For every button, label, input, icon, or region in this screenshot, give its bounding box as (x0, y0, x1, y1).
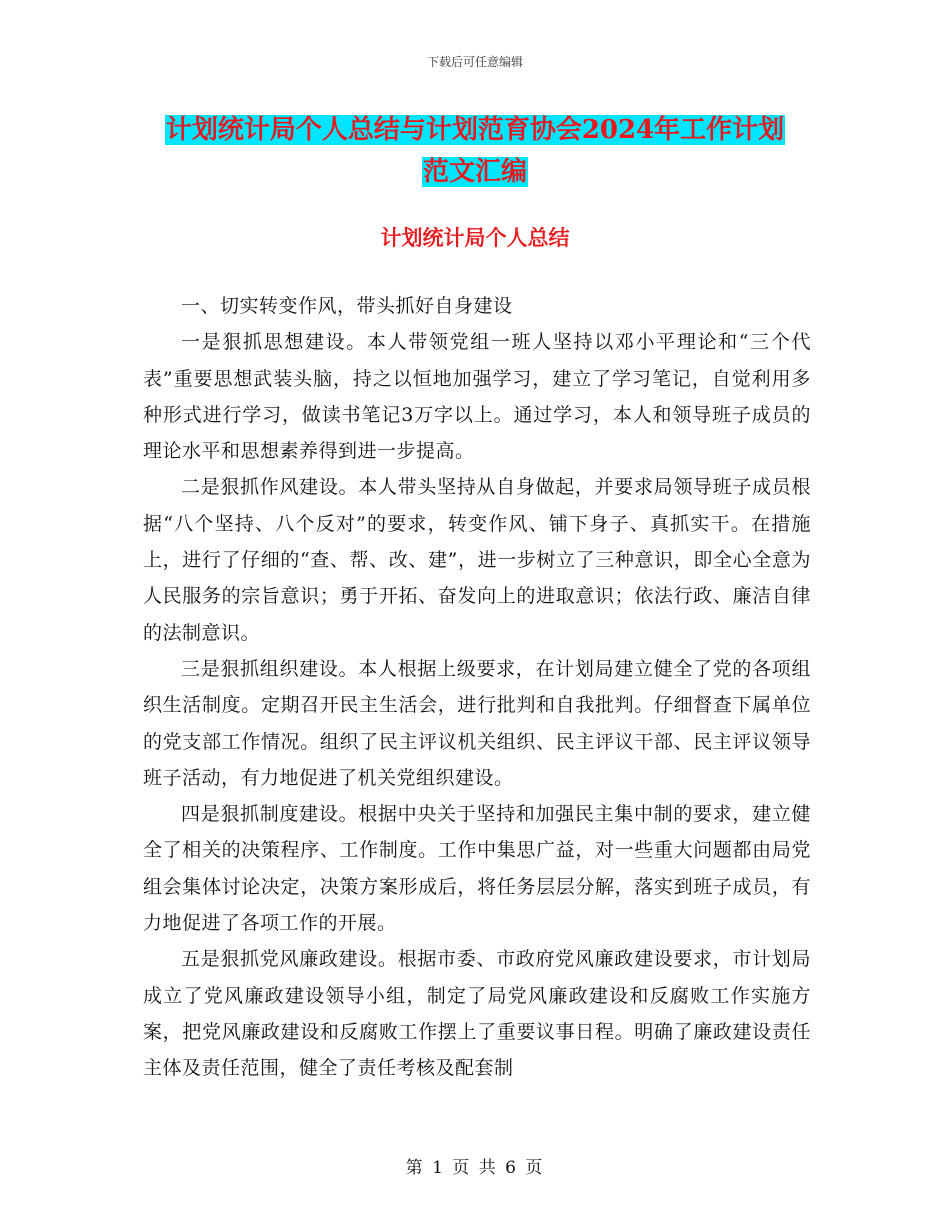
document-title-line-1 (140, 110, 810, 150)
paragraph-integrity-building: 五是狠抓党风廉政建设。根据市委、市政府党风廉政建设要求，市计划局成立了党风廉政建设领导小组，制定了局党风廉政建设和反腐败工作实施方案，把党风廉政建设和反腐败工作摆上了重要议事日程。明确了廉政建设责任主体及责任范围，健全了责任考核及配套制 (143, 948, 811, 1080)
section-heading: 一、切实转变作风，带头抓好自身建设 (181, 295, 513, 317)
paragraph-system-building: 四是狠抓制度建设。根据中央关于坚持和加强民主集中制的要求，建立健全了相关的决策程序、工作制度。工作中集思广益，对一些重大问题都由局党组会集体讨论决定，决策方案形成后，将任务层层分解，落实到班子成员，有力地促进了各项工作的开展。 (143, 803, 811, 935)
section-title: 计划统计局个人总结 (380, 225, 570, 250)
paragraph-style-building: 二是狠抓作风建设。本人带头坚持从自身做起，并要求局领导班子成员根据“八个坚持、八个反对”的要求，转变作风、铺下身子、真抓实干。在措施上，进行了仔细的“查、帮、改、建”，进一步树立了三种意识，即全心全意为人民服务的宗旨意识；勇于开拓、奋发向上的进取意识；依法行政、廉洁自律的法制意识。 (143, 476, 811, 644)
page-header-note: 下载后可任意编辑 (426, 55, 523, 69)
title-highlight-1: 计划统计局个人总结与计划范育协会2024年工作计划 (165, 115, 785, 145)
paragraph-organization-building: 三是狠抓组织建设。本人根据上级要求，在计划局建立健全了党的各项组织生活制度。定期召开民主生活会，进行批判和自我批判。仔细督查下属单位的党支部工作情况。组织了民主评议机关组织、民主评议干部、民主评议领导班子活动，有力地促进了机关党组织建设。 (143, 657, 811, 789)
document-title-line-2 (140, 152, 810, 192)
title-highlight-2: 范文汇编 (422, 157, 527, 187)
paragraph-thought-building: 一是狠抓思想建设。本人带领党组一班人坚持以邓小平理论和“三个代表”重要思想武装头脑，持之以恒地加强学习，建立了学习笔记，自觉利用多种形式进行学习，做读书笔记3万字以上。通过学习，本人和领导班子成员的理论水平和思想素养得到进一步提高。 (143, 331, 811, 463)
document-body (143, 288, 811, 1087)
page-footer: 第 1 页 共 6 页 (405, 1158, 545, 1178)
